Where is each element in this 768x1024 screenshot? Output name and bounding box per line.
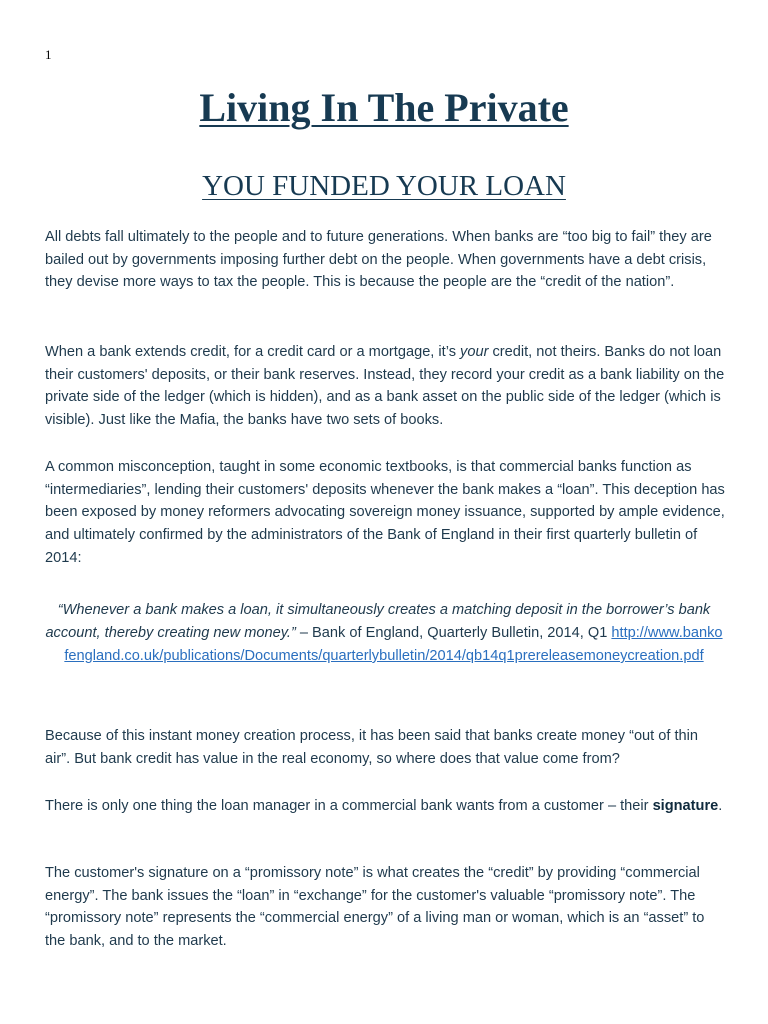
emphasis-your: your <box>460 344 489 360</box>
paragraph-text: credit, not theirs. Banks do not loan their customers' deposits, or their bank reserves. Instead, they record your credit as a bank liability on the private side of the ledger (which is hidden), and as a bank asset on the public side of the ledger (which is visible). Just like the Mafia, the banks have two sets of books. <box>45 344 725 429</box>
bank-of-england-quote <box>45 599 723 668</box>
document-title: Living In The Private <box>199 85 569 130</box>
paragraph-text: . <box>718 798 723 814</box>
quote-text: “Whenever a bank makes a loan, it simultaneously creates a matching deposit in the borrower’s bank account, thereby creating new money.” <box>45 602 711 641</box>
paragraph-bank-credit <box>45 341 725 432</box>
quote-attribution: – Bank of England, Quarterly Bulletin, 2014, Q1 <box>295 625 612 641</box>
quote-source-link[interactable]: http://www.bankofengland.co.uk/publications/Documents/quarterlybulletin/2014/qb14q1prereleasemoneycreation.pdf <box>64 625 723 664</box>
paragraph-money-creation: Because of this instant money creation process, it has been said that banks create money “out of thin air”. But bank credit has value in the real economy, so where does that value come from? <box>45 728 699 767</box>
document-subtitle: YOU FUNDED YOUR LOAN <box>202 170 566 202</box>
paragraph-debts: All debts fall ultimately to the people and to future generations. When banks are “too big to fail” they are bailed out by governments imposing further debt on the people. When governments have a debt crisis, they devise more ways to tax the people. This is because the people are the “credit of the nation”. <box>45 229 712 291</box>
paragraph-promissory-note: The customer's signature on a “promissory note” is what creates the “credit” by providing “commercial energy”. The bank issues the “loan” in “exchange” for the customer's valuable “promissory note”. The “promissory note” represents the “commercial energy” of a living man or woman, which is an “asset” to the bank, and to the market. <box>45 865 705 950</box>
page-number: 1 <box>45 47 52 62</box>
paragraph-signature <box>45 795 725 818</box>
signature-bold: signature <box>652 798 719 814</box>
paragraph-misconception: A common misconception, taught in some economic textbooks, is that commercial banks function as “intermediaries”, lending their customers' deposits whenever the bank makes a “loan”. This deception has been exposed by money reformers advocating sovereign money issuance, supported by ample evidence, and ultimately confirmed by the administrators of the Bank of England in their first quarterly bulletin of 2014: <box>45 459 725 566</box>
paragraph-text: There is only one thing the loan manager in a commercial bank wants from a customer – their <box>45 798 653 814</box>
paragraph-text: When a bank extends credit, for a credit card or a mortgage, it’s <box>45 344 461 360</box>
